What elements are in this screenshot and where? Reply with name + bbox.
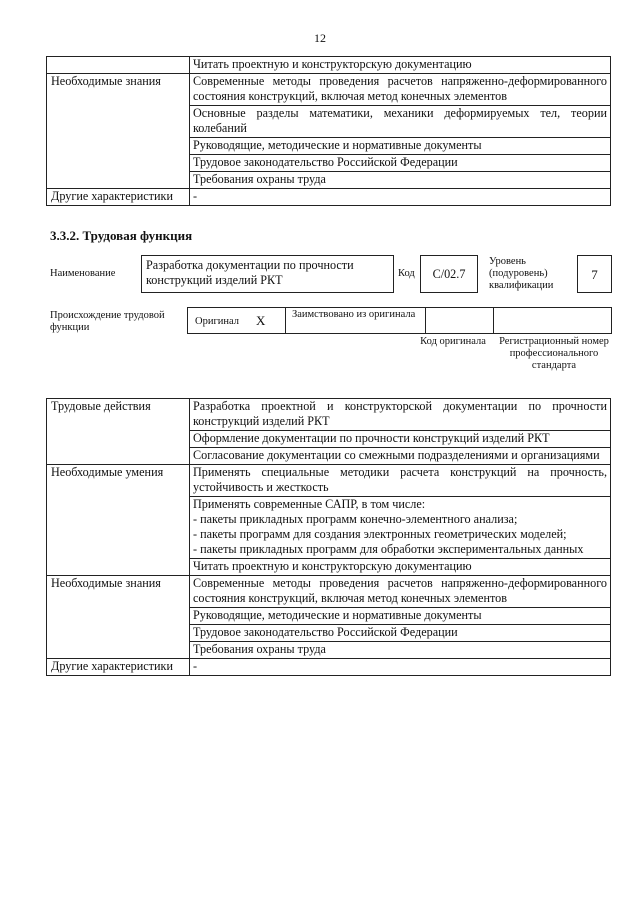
- name-value: Разработка документации по прочности конструкций изделий РКТ: [141, 255, 394, 293]
- row-item: Современные методы проведения расчетов напряженно-деформированного состояния конструкций, включая метод конечных элементов: [190, 576, 611, 608]
- level-label: Уровень (подуровень) квалификации: [489, 256, 554, 291]
- reg-number-cell: [494, 308, 611, 333]
- table-row: [47, 465, 611, 497]
- row-label-other: Другие характеристики: [47, 189, 190, 206]
- row-item: Читать проектную и конструкторскую документацию: [190, 559, 611, 576]
- row-label-knowledge: Необходимые знания: [47, 576, 190, 659]
- code-original-caption: Код оригинала: [420, 336, 486, 347]
- row-label-other: Другие характеристики: [47, 659, 190, 676]
- row-label-skills: Необходимые умения: [47, 465, 190, 576]
- row-label: [47, 57, 190, 74]
- page-number: 12: [314, 31, 326, 45]
- cad-line: - пакеты программ для создания электронных геометрических моделей;: [193, 527, 567, 541]
- row-item: Требования охраны труда: [190, 642, 611, 659]
- cad-line: - пакеты прикладных программ для обработки экспериментальных данных: [193, 542, 584, 556]
- original-cell: [188, 308, 286, 333]
- cad-line: Применять современные САПР, в том числе:: [193, 497, 426, 511]
- borrowed-label: Заимствовано из оригинала: [292, 309, 416, 320]
- original-mark: X: [256, 313, 266, 328]
- table-row: [47, 57, 611, 74]
- row-item: Основные разделы математики, механики деформируемых тел, теории колебаний: [190, 106, 611, 138]
- cad-line: - пакеты прикладных программ конечно-элементного анализа;: [193, 512, 518, 526]
- table-row: [47, 74, 611, 106]
- row-item: -: [190, 659, 611, 676]
- original-label: Оригинал: [195, 316, 239, 327]
- origin-row: [187, 307, 612, 334]
- top-requirements-table: [46, 56, 611, 206]
- function-table: [46, 398, 611, 676]
- row-item: Согласование документации со смежными подразделениями и организациями: [190, 448, 611, 465]
- code-value: С/02.7: [420, 255, 478, 293]
- table-row: [47, 399, 611, 431]
- row-label-actions: Трудовые действия: [47, 399, 190, 465]
- row-item: Трудовое законодательство Российской Федерации: [190, 155, 611, 172]
- row-item: Руководящие, методические и нормативные документы: [190, 608, 611, 625]
- row-item: Современные методы проведения расчетов напряженно-деформированного состояния конструкций, включая метод конечных элементов: [190, 74, 611, 106]
- code-original-cell: [426, 308, 494, 333]
- row-label-knowledge: Необходимые знания: [47, 74, 190, 189]
- table-row: [47, 576, 611, 608]
- section-heading: 3.3.2. Трудовая функция: [50, 228, 193, 243]
- code-label: Код: [398, 268, 415, 279]
- borrowed-cell: [286, 308, 426, 333]
- row-item: Разработка проектной и конструкторской документации по прочности конструкций изделий РКТ: [190, 399, 611, 431]
- origin-label: Происхождение трудовой функции: [50, 310, 165, 333]
- row-item: Оформление документации по прочности конструкций изделий РКТ: [190, 431, 611, 448]
- reg-number-caption: Регистрационный номер профессионального стандарта: [499, 336, 609, 371]
- row-item: -: [190, 189, 611, 206]
- row-item: Требования охраны труда: [190, 172, 611, 189]
- row-item: Руководящие, методические и нормативные документы: [190, 138, 611, 155]
- table-row: [47, 659, 611, 676]
- row-item-cad: [190, 497, 611, 559]
- table-row: [47, 189, 611, 206]
- row-item: Трудовое законодательство Российской Федерации: [190, 625, 611, 642]
- level-value: 7: [577, 255, 612, 293]
- row-item: Читать проектную и конструкторскую документацию: [190, 57, 611, 74]
- name-label: Наименование: [50, 268, 116, 279]
- row-item: Применять специальные методики расчета конструкций на прочность, устойчивость и жесткость: [190, 465, 611, 497]
